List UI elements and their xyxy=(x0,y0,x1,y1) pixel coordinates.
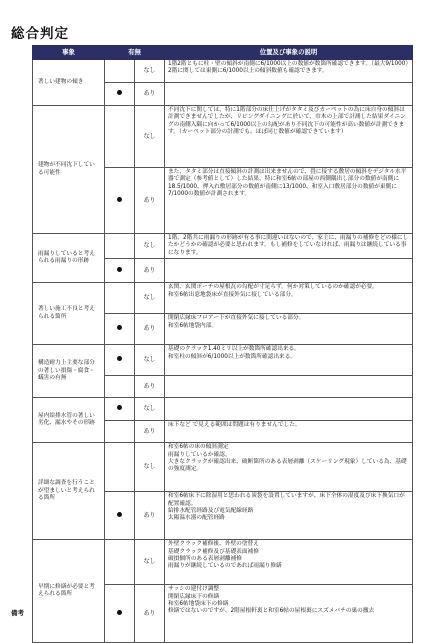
bullet-icon xyxy=(117,356,122,361)
table-row xyxy=(33,234,413,259)
bullet-icon xyxy=(117,405,122,410)
description-cell xyxy=(165,540,413,585)
description-cell xyxy=(165,168,413,234)
judgement-table xyxy=(32,45,413,643)
description-line: 和室6帖地袋床下の修繕 xyxy=(168,601,229,608)
bullet-icon xyxy=(117,610,122,615)
description-line: 和室6帖地袋内部。 xyxy=(168,322,218,329)
remarks-label: 備考 xyxy=(11,609,24,617)
description-cell xyxy=(165,421,413,443)
description-line: 大きなクラックが確認出来、破断箇所のある表層剥離（スケーリング現象）している為、基礎の強度測定。 xyxy=(168,459,407,473)
selection-mark-cell xyxy=(105,234,135,259)
item-cell: 雨漏りしていると考えられる雨漏りの形跡 xyxy=(33,234,105,283)
bullet-icon xyxy=(117,90,122,95)
option-present-label: あり xyxy=(135,421,165,443)
description-line: 和室柱の傾斜が6/1000以上が数箇所確認出来る。 xyxy=(168,353,297,360)
table-row xyxy=(33,443,413,492)
description-line: 1階、2階共に雨漏りの形跡が有る事に間違いはないので、家主に、雨漏りの補修をどの様にしたかどうかの確認が必要と思われます。もし補修をしていなければ、雨漏りは継続している事になります。 xyxy=(168,235,409,256)
description-cell xyxy=(165,398,413,421)
table-body xyxy=(33,60,413,643)
description-line: 破損個所のある表層剥離補修 xyxy=(168,556,242,563)
table-row xyxy=(33,345,413,376)
bullet-icon xyxy=(117,325,122,330)
selection-mark-cell xyxy=(105,83,135,106)
option-none-label: なし xyxy=(135,234,165,259)
description-cell xyxy=(165,60,413,83)
header-presence: 有無 xyxy=(105,46,165,60)
option-present-label: あり xyxy=(135,314,165,345)
selection-mark-cell xyxy=(105,585,135,643)
description-cell xyxy=(165,234,413,259)
table-row xyxy=(33,283,413,314)
selection-mark-cell xyxy=(105,106,135,168)
option-present-label: あり xyxy=(135,83,165,106)
description-line: 和室6帖の床の傾斜測定 xyxy=(168,444,229,451)
item-cell: 早期に修繕が必要と考えられる箇所 xyxy=(33,540,105,643)
table-row xyxy=(33,106,413,168)
option-present-label: あり xyxy=(135,585,165,643)
description-cell xyxy=(165,106,413,168)
description-cell xyxy=(165,585,413,643)
selection-mark-cell xyxy=(105,60,135,83)
description-cell xyxy=(165,492,413,540)
selection-mark-cell xyxy=(105,443,135,492)
bullet-icon xyxy=(117,512,122,517)
selection-mark-cell xyxy=(105,314,135,345)
description-line: サッシの建付け調整 xyxy=(168,586,220,593)
description-line: 太陽温水器の配管経路 xyxy=(168,515,225,522)
description-line: 和室6帖床下に除湿用と思われる炭袋を設置していますが、床下全体の湿度及び床下換気口が配置確認。 xyxy=(168,493,405,507)
selection-mark-cell xyxy=(105,376,135,398)
option-present-label: あり xyxy=(135,259,165,283)
option-none-label: なし xyxy=(135,540,165,585)
bullet-icon xyxy=(117,267,122,272)
description-cell xyxy=(165,345,413,376)
option-none-label: なし xyxy=(135,345,165,376)
description-line: 雨漏りが継続しているのであれば雨漏り修繕 xyxy=(168,563,282,570)
description-line: 床下など で見える範囲は問題は有りませんでした。 xyxy=(168,422,301,429)
option-present-label: あり xyxy=(135,168,165,234)
description-line: 開閉広縁床フロアー下が直接外気に接している部分。 xyxy=(168,315,305,322)
item-cell: 建物が不同沈下している可能性 xyxy=(33,106,105,234)
description-cell xyxy=(165,259,413,283)
description-line: 雨漏りしているか確認。 xyxy=(168,451,231,458)
option-present-label: あり xyxy=(135,492,165,540)
option-none-label: なし xyxy=(135,443,165,492)
selection-mark-cell xyxy=(105,345,135,376)
option-none-label: なし xyxy=(135,106,165,168)
bullet-icon xyxy=(117,197,122,202)
description-line: 玄関、玄関ポーチの屋根瓦の勾配が寸足らず。何か対策しているのか確認が必要。 xyxy=(168,284,378,291)
description-cell xyxy=(165,376,413,398)
item-cell: 詳細な調査を行うことが望ましいと考えられる箇所 xyxy=(33,443,105,540)
description-cell xyxy=(165,83,413,106)
header-item: 事象 xyxy=(33,46,105,60)
option-none-label: なし xyxy=(135,398,165,421)
description-line: 給排水配管経路及び電気配線経路 xyxy=(168,508,254,515)
table-row xyxy=(33,398,413,421)
table-row xyxy=(33,540,413,585)
description-line: また、タタミ部分は直接傾斜の計測は出来ませんので、畳に接する敷居の傾斜をデジタル水平器で測定（参考値として）した結果、特に和室6帖の部屋の西側隅出し部分の数値が南側に18.5/1000、押入れ敷居部分の数値が南側に13/1000、和室入口敷居部分の数値が東側に7/1000の数値が計測されます。 xyxy=(168,169,407,198)
selection-mark-cell xyxy=(105,168,135,234)
description-line: 外壁クラック補修後、外壁の塗替え xyxy=(168,541,259,548)
item-cell: 著しい施工不良と考えられる箇所 xyxy=(33,283,105,345)
option-present-label: あり xyxy=(135,376,165,398)
description-line: 開閉広縁床下の修繕 xyxy=(168,593,220,600)
page-title: 総合判定 xyxy=(11,26,69,42)
item-cell: 著しい建物の傾き xyxy=(33,60,105,106)
header-description: 位置及び事象の説明 xyxy=(165,46,413,60)
item-cell: 屋内給排水管の著しい劣化、漏水やその形跡 xyxy=(33,398,105,443)
description-line: 修繕ではないのですが、2階屋根軒裏と和室6帖の屋根裏にスズメバチの巣の撤去 xyxy=(168,608,375,615)
option-none-label: なし xyxy=(135,283,165,314)
description-line: 1階2階ともに柱・壁の傾斜が南側に6/1000以上の数値が数箇所確認できます。（最大9/1000） xyxy=(168,61,412,67)
description-cell xyxy=(165,443,413,492)
description-line: 基礎のクラック1.40ミリ以上が数箇所確認出来る。 xyxy=(168,346,300,353)
description-line: 基礎クラック補修及び基礎表面補修 xyxy=(168,548,259,555)
description-cell xyxy=(165,283,413,314)
description-cell xyxy=(165,314,413,345)
table-header-row xyxy=(33,46,413,60)
selection-mark-cell xyxy=(105,283,135,314)
description-line: 和室6帖出窓地袋床が直接外気に接している部分。 xyxy=(168,291,297,298)
description-line: 不同沈下に関しては、特に1階部分の床仕上げがタタミ及びカーペットの為に床自身の傾斜は計測できませんでしたが、リビングダイニングに於いて、巾木の上部で計測した結果ダイニングの南側入隅に向かって6/1000以上の勾配があり不同沈下の可能性が高い数値が計測できます。（カーペット部分の計測でも、ほぼ同じ数値が確認できています） xyxy=(168,107,406,136)
table-row xyxy=(33,60,413,83)
description-line: 2階に関しては東側に6/1000以上の傾斜数値も確認できます。 xyxy=(168,68,328,75)
selection-mark-cell xyxy=(105,421,135,443)
selection-mark-cell xyxy=(105,398,135,421)
selection-mark-cell xyxy=(105,492,135,540)
selection-mark-cell xyxy=(105,540,135,585)
selection-mark-cell xyxy=(105,259,135,283)
item-cell: 構造耐力上主要な部分の著しい損傷・腐食・蟻害の有無 xyxy=(33,345,105,398)
option-none-label: なし xyxy=(135,60,165,83)
